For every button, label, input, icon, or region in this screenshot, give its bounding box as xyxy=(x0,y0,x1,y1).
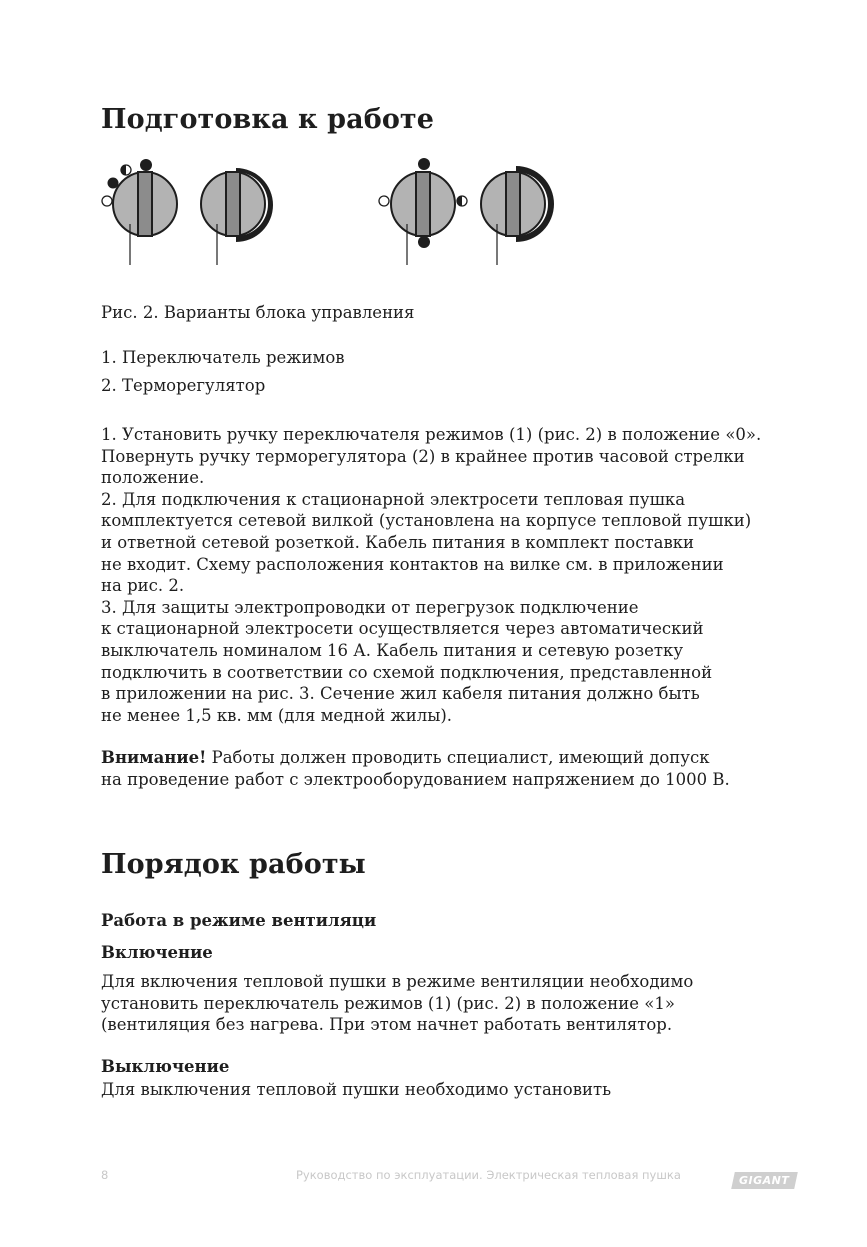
instructions-line: на рис. 2. xyxy=(101,576,185,596)
instructions-line: положение. xyxy=(101,468,205,488)
switch-on-line: Для включения тепловой пушки в режиме вентиляции необходимо xyxy=(101,972,694,991)
switch-on-text xyxy=(101,971,693,1036)
legend-item: 2. Терморегулятор xyxy=(101,376,266,395)
page-number: 8 xyxy=(101,1168,109,1182)
switch-off-heading: Выключение xyxy=(101,1057,230,1076)
section-title-preparation: Подготовка к работе xyxy=(101,104,435,135)
instructions-line: не входит. Схему расположения контактов на вилке см. в приложении xyxy=(101,554,724,574)
instructions-line: 2. Для подключения к стационарной электросети тепловая пушка xyxy=(101,489,686,509)
thermostat-knob-icon xyxy=(201,168,273,265)
instructions-line: в приложении на рис. 3. Сечение жил кабеля питания должно быть xyxy=(101,684,700,704)
control-panel-figure xyxy=(0,150,867,270)
instructions-line: выключатель номиналом 16 А. Кабель питания и сетевую розетку xyxy=(101,640,684,660)
figure-caption: Рис. 2. Варианты блока управления xyxy=(101,303,415,322)
warning-label: Внимание! xyxy=(101,748,207,767)
instructions-line: к стационарной электросети осуществляется через автоматический xyxy=(101,619,704,639)
instructions-line: комплектуется сетевой вилкой (установлена на корпусе тепловой пушки) xyxy=(101,511,752,531)
legend-item: 1. Переключатель режимов xyxy=(101,348,345,367)
warning-text: на проведение работ с электрооборудованием напряжением до 1000 В. xyxy=(101,769,730,789)
instructions-line: Повернуть ручку терморегулятора (2) в крайнее против часовой стрелки xyxy=(101,446,745,466)
warning-text: Работы должен проводить специалист, имеющий допуск xyxy=(206,748,710,767)
instructions-line: 3. Для защиты электропроводки от перегрузок подключение xyxy=(101,597,639,617)
switch-on-line: (вентиляция без нагрева. При этом начнет работать вентилятор. xyxy=(101,1015,673,1035)
warning-block xyxy=(101,747,730,790)
thermostat-knob-icon xyxy=(481,166,554,265)
logo-text: GIGANT xyxy=(739,1174,790,1187)
mode-switch-knob-icon xyxy=(102,159,177,265)
instructions-block xyxy=(101,424,761,726)
instructions-line: не менее 1,5 кв. мм (для медной жилы). xyxy=(101,705,453,725)
switch-on-line: установить переключатель режимов (1) (рис. 2) в положение «1» xyxy=(101,993,675,1013)
section-title-operation: Порядок работы xyxy=(101,849,366,880)
switch-on-heading: Включение xyxy=(101,943,213,962)
instructions-line: и ответной сетевой розеткой. Кабель питания в комплект поставки xyxy=(101,532,695,552)
switch-off-text xyxy=(101,1079,611,1101)
instructions-line: подключить в соответствии со схемой подключения, представленной xyxy=(101,662,713,682)
switch-off-line: Для выключения тепловой пушки необходимо установить xyxy=(101,1080,612,1099)
mode-switch-knob-icon xyxy=(379,158,467,265)
footer-text: Руководство по эксплуатации. Электрическая тепловая пушка xyxy=(296,1168,681,1182)
instructions-line: 1. Установить ручку переключателя режимов (1) (рис. 2) в положение «0». xyxy=(101,425,762,444)
subsection-title: Работа в режиме вентиляци xyxy=(101,911,377,930)
gigant-logo xyxy=(731,1172,798,1189)
